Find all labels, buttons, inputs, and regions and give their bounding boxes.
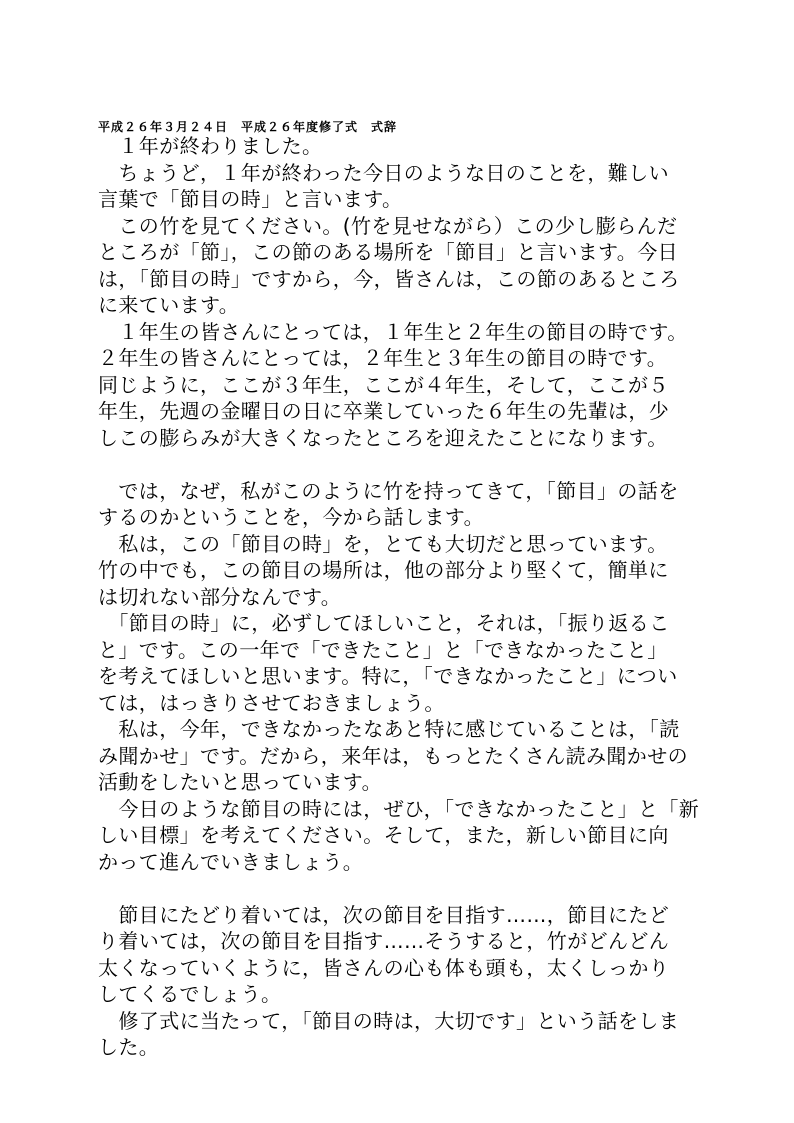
document-header: 平成２６年３月２４日 平成２６年度修了式 式辞 bbox=[98, 120, 398, 134]
text-line: 同じように，ここが３年生，ここが４年生，そして，ここが５ bbox=[98, 372, 669, 397]
text-line: 節目にたどり着いては，次の節目を目指す……，節目にたど bbox=[98, 902, 670, 927]
text-line: ちょうど，１年が終わった今日のような日のことを，難しい bbox=[98, 160, 669, 185]
text-line: を考えてほしいと思います。特に，「できなかったこと」につい bbox=[98, 664, 678, 688]
text-line: と」です。この一年で「できたこと」と「できなかったこと」 bbox=[98, 637, 668, 662]
blank-line bbox=[98, 875, 718, 902]
text-line: 活動をしたいと思っています。 bbox=[98, 770, 382, 794]
text-line: ２年生の皆さんにとっては，２年生と３年生の節目の時です。 bbox=[98, 346, 668, 370]
text-line: み聞かせ」です。だから，来年は，もっとたくさん読み聞かせの bbox=[98, 743, 688, 768]
text-line: １年生の皆さんにとっては，１年生と２年生の節目の時です。 bbox=[98, 319, 688, 344]
text-line: してくるでしょう。 bbox=[98, 982, 282, 1006]
text-line: した。 bbox=[98, 1035, 160, 1059]
text-line: は切れない部分なんです。 bbox=[98, 584, 342, 609]
text-line: ところが「節」，この節のある場所を「節目」と言います。今日 bbox=[98, 240, 678, 264]
text-line: り着いては，次の節目を目指す……そうすると，竹がどんどん bbox=[98, 929, 670, 953]
text-line: １年が終わりました。 bbox=[98, 134, 323, 158]
text-line: しい目標」を考えてください。そして，また，新しい節目に向 bbox=[98, 823, 669, 847]
speech-body bbox=[98, 133, 718, 1061]
text-line: しこの膨らみが大きくなったところを迎えたことになります。 bbox=[98, 425, 668, 450]
text-line: 私は，今年，できなかったなあと特に感じていることは，「読 bbox=[98, 717, 680, 741]
text-line: 太くなっていくように，皆さんの心も体も頭も，太くしっかり bbox=[98, 955, 670, 980]
text-line: は，「節目の時」ですから，今，皆さんは，この節のあるところ bbox=[98, 266, 680, 291]
text-line: するのかということを，今から話します。 bbox=[98, 505, 484, 529]
blank-line bbox=[98, 451, 718, 478]
text-line: かって進んでいきましょう。 bbox=[98, 849, 364, 874]
text-line: 年生，先週の金曜日の日に卒業していった６年生の先輩は，少 bbox=[98, 399, 670, 423]
text-line: 私は，この「節目の時」を，とても大切だと思っています。 bbox=[98, 531, 668, 556]
text-line: に来ています。 bbox=[98, 293, 240, 317]
text-line: 竹の中でも，この節目の場所は，他の部分より堅くて，簡単に bbox=[98, 558, 669, 582]
text-line: 言葉で「節目の時」と言います。 bbox=[98, 187, 403, 211]
text-line: 修了式に当たって，「節目の時は，大切です」という話をしま bbox=[98, 1008, 680, 1033]
text-line: では，なぜ，私がこのように竹を持ってきて，「節目」の話を bbox=[98, 478, 679, 503]
text-line: 今日のような節目の時には，ぜひ，「できなかったこと」と「新 bbox=[98, 796, 700, 821]
text-line: ては，はっきりさせておきましょう。 bbox=[98, 690, 445, 715]
text-line: この竹を見てください。(竹を見せながら）この少し膨らんだ bbox=[98, 213, 678, 238]
text-line: 「節目の時」に，必ずしてほしいこと，それは，「振り返るこ bbox=[98, 611, 670, 635]
